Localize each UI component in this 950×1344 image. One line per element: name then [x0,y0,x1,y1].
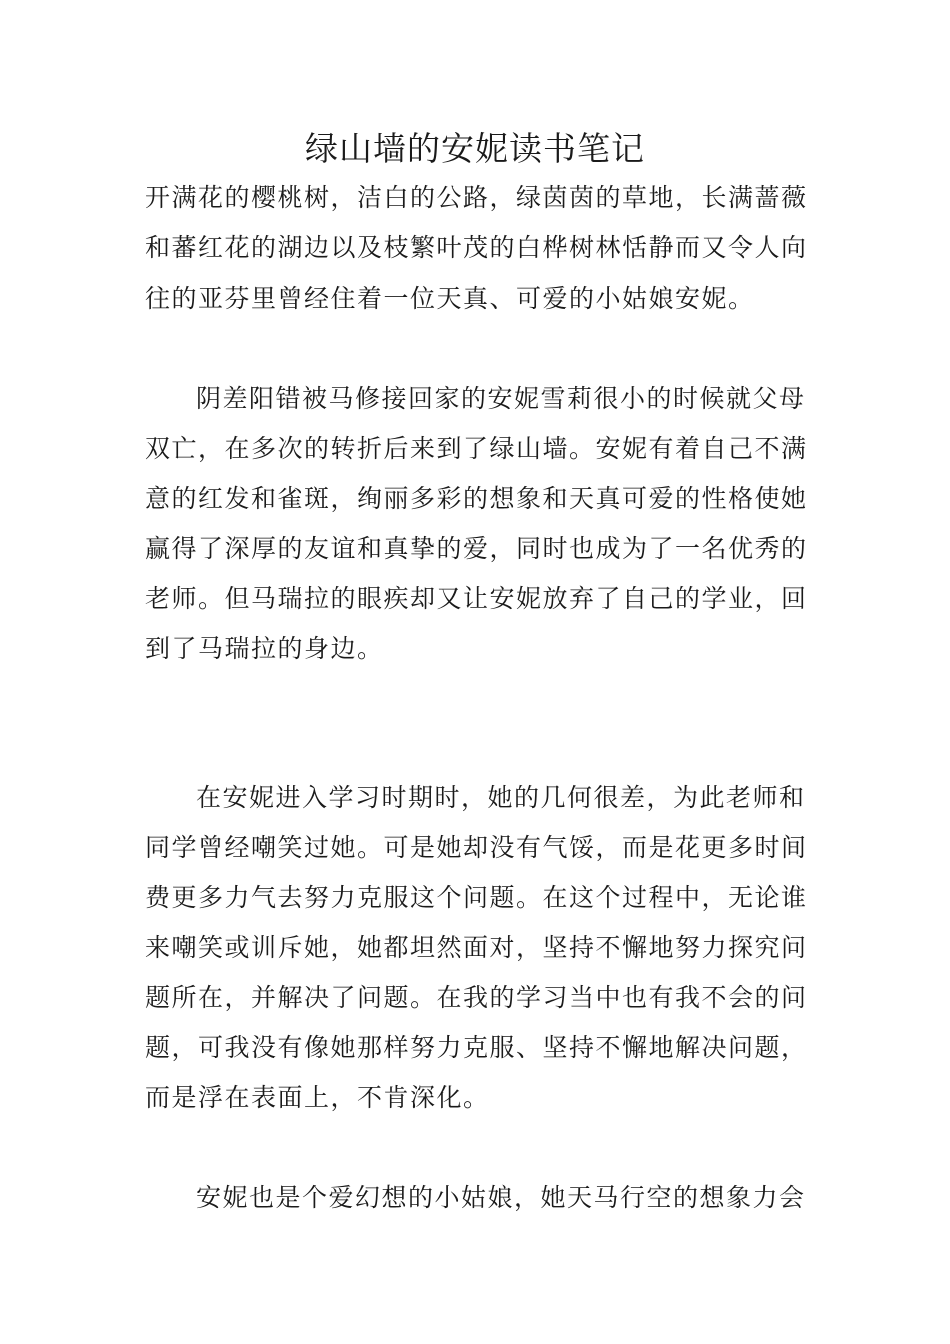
text-line: 题所在，并解决了问题。在我的学习当中也有我不会的问 [145,983,808,1012]
text-line: 往的亚芬里曾经住着一位天真、可爱的小姑娘安妮。 [145,284,755,313]
text-line: 安妮也是个爱幻想的小姑娘，她天马行空的想象力会 [196,1183,806,1212]
text-line: 到了马瑞拉的身边。 [145,634,384,663]
text-line: 双亡，在多次的转折后来到了绿山墙。安妮有着自己不满 [145,434,808,463]
text-line: 而是浮在表面上，不肯深化。 [145,1083,490,1112]
text-line: 开满花的樱桃树，洁白的公路，绿茵茵的草地，长满蔷薇 [145,183,808,212]
text-line: 和蕃红花的湖边以及枝繁叶茂的白桦树林恬静而又令人向 [145,233,808,262]
text-line: 赢得了深厚的友谊和真挚的爱，同时也成为了一名优秀的 [145,534,808,563]
text-line: 同学曾经嘲笑过她。可是她却没有气馁，而是花更多时间 [145,833,808,862]
text-line: 老师。但马瑞拉的眼疾却又让安妮放弃了自己的学业，回 [145,584,808,613]
text-line: 题，可我没有像她那样努力克服、坚持不懈地解决问题， [145,1033,808,1062]
text-line: 阴差阳错被马修接回家的安妮雪莉很小的时候就父母 [196,384,806,413]
text-line: 意的红发和雀斑，绚丽多彩的想象和天真可爱的性格使她 [145,484,808,513]
text-line: 费更多力气去努力克服这个问题。在这个过程中，无论谁 [145,883,808,912]
text-line: 来嘲笑或训斥她，她都坦然面对，坚持不懈地努力探究问 [145,933,808,962]
text-line: 在安妮进入学习时期时，她的几何很差，为此老师和 [196,783,806,812]
page-title: 绿山墙的安妮读书笔记 [305,129,645,168]
